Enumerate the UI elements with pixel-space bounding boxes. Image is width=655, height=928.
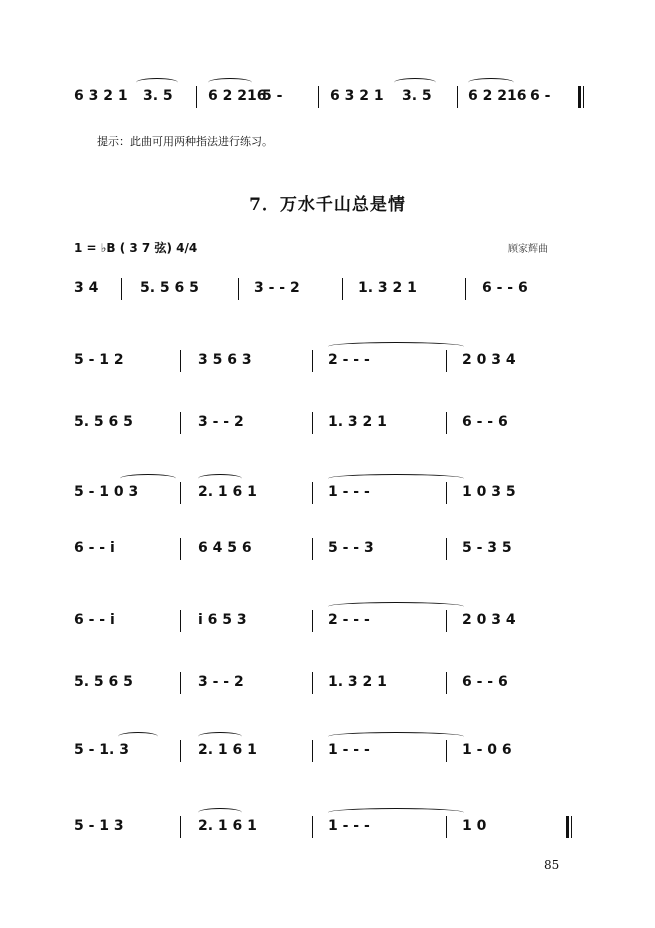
barline [238, 278, 239, 300]
measure: 5. 5 6 5 [140, 280, 199, 296]
measure: 2 - - - [328, 352, 370, 368]
measure: 6 - - 6 [462, 414, 508, 430]
measure: 6 - - 6 [462, 674, 508, 690]
measure: 2 0 3 4 [462, 612, 516, 628]
tie-mark [328, 602, 464, 611]
measure: 3 4 [74, 280, 99, 296]
barline [180, 740, 181, 762]
measure: 6 3 2 1 [330, 88, 384, 104]
measure: 2. 1 6 1 [198, 484, 257, 500]
measure: 1. 3 2 1 [328, 674, 387, 690]
barline [457, 86, 458, 108]
measure: 5. 5 6 5 [74, 674, 133, 690]
staff-line-2 [0, 352, 655, 376]
measure: 6 - - i [74, 540, 115, 556]
measure: 1 0 [462, 818, 487, 834]
barline [312, 412, 313, 434]
measure: 5 - 3 5 [462, 540, 512, 556]
staff-line-4 [0, 484, 655, 508]
barline [446, 538, 447, 560]
tie-mark [118, 732, 158, 741]
barline [465, 278, 466, 300]
barline [312, 610, 313, 632]
measure: 6 2 216 [468, 88, 527, 104]
measure: 3 5 6 3 [198, 352, 252, 368]
page-number: 85 [544, 858, 560, 872]
measure: 5 - 1 2 [74, 352, 124, 368]
barline [180, 482, 181, 504]
barline [312, 672, 313, 694]
key-signature: 1 = ♭B ( 3 7 弦) 4/4 [74, 241, 198, 255]
measure: 3. 5 [143, 88, 173, 104]
measure: 5 - [262, 88, 283, 104]
barline [446, 740, 447, 762]
tie-mark [136, 78, 178, 87]
measure: 6 - [530, 88, 551, 104]
measure: 1. 3 2 1 [358, 280, 417, 296]
barline [312, 350, 313, 372]
staff-line-7 [0, 674, 655, 698]
measure: 6 - - i [74, 612, 115, 628]
tie-mark [198, 474, 242, 483]
barline [342, 278, 343, 300]
measure: 3 - - 2 [198, 674, 244, 690]
barline [312, 740, 313, 762]
staff-line-6 [0, 612, 655, 636]
measure: i 6 5 3 [198, 612, 247, 628]
practice-hint: 提示：此曲可用两种指法进行练习。 [97, 135, 273, 148]
staff-line-8 [0, 742, 655, 766]
barline [312, 816, 313, 838]
barline [180, 672, 181, 694]
measure: 5 - - 3 [328, 540, 374, 556]
tie-mark [198, 808, 242, 817]
measure: 1. 3 2 1 [328, 414, 387, 430]
barline [180, 350, 181, 372]
measure: 1 0 3 5 [462, 484, 516, 500]
barline [446, 350, 447, 372]
song-title: 7．万水千山总是情 [249, 195, 406, 215]
tie-mark [198, 732, 242, 741]
measure: 1 - - - [328, 484, 370, 500]
barline [446, 816, 447, 838]
composer-credit: 顾家辉曲 [508, 244, 548, 255]
measure: 2. 1 6 1 [198, 818, 257, 834]
tie-mark [328, 808, 464, 817]
final-barline [578, 86, 584, 108]
measure: 6 3 2 1 [74, 88, 128, 104]
staff-line-1 [0, 280, 655, 304]
barline [446, 482, 447, 504]
measure: 3. 5 [402, 88, 432, 104]
measure: 2 0 3 4 [462, 352, 516, 368]
measure: 6 4 5 6 [198, 540, 252, 556]
barline [446, 412, 447, 434]
tie-mark [208, 78, 252, 87]
staff-line-5 [0, 540, 655, 564]
measure: 1 - 0 6 [462, 742, 512, 758]
tie-mark [328, 342, 464, 351]
measure: 2. 1 6 1 [198, 742, 257, 758]
barline [180, 412, 181, 434]
tie-mark [328, 474, 464, 483]
barline [180, 538, 181, 560]
barline [446, 610, 447, 632]
tie-mark [468, 78, 514, 87]
barline [312, 538, 313, 560]
measure: 5 - 1. 3 [74, 742, 129, 758]
barline [318, 86, 319, 108]
tie-mark [394, 78, 436, 87]
barline [180, 610, 181, 632]
final-barline [566, 816, 572, 838]
measure: 2 - - - [328, 612, 370, 628]
barline [446, 672, 447, 694]
staff-line-3 [0, 414, 655, 438]
barline [312, 482, 313, 504]
measure: 6 - - 6 [482, 280, 528, 296]
barline [121, 278, 122, 300]
measure: 5. 5 6 5 [74, 414, 133, 430]
measure: 3 - - 2 [254, 280, 300, 296]
measure: 3 - - 2 [198, 414, 244, 430]
staff-line-9 [0, 818, 655, 842]
tie-mark [120, 474, 176, 483]
tie-mark [328, 732, 464, 741]
barline [196, 86, 197, 108]
barline [180, 816, 181, 838]
measure: 5 - 1 3 [74, 818, 124, 834]
top-staff [0, 88, 655, 112]
measure: 5 - 1 0 3 [74, 484, 139, 500]
measure: 1 - - - [328, 818, 370, 834]
measure: 6 2 216 [208, 88, 267, 104]
measure: 1 - - - [328, 742, 370, 758]
